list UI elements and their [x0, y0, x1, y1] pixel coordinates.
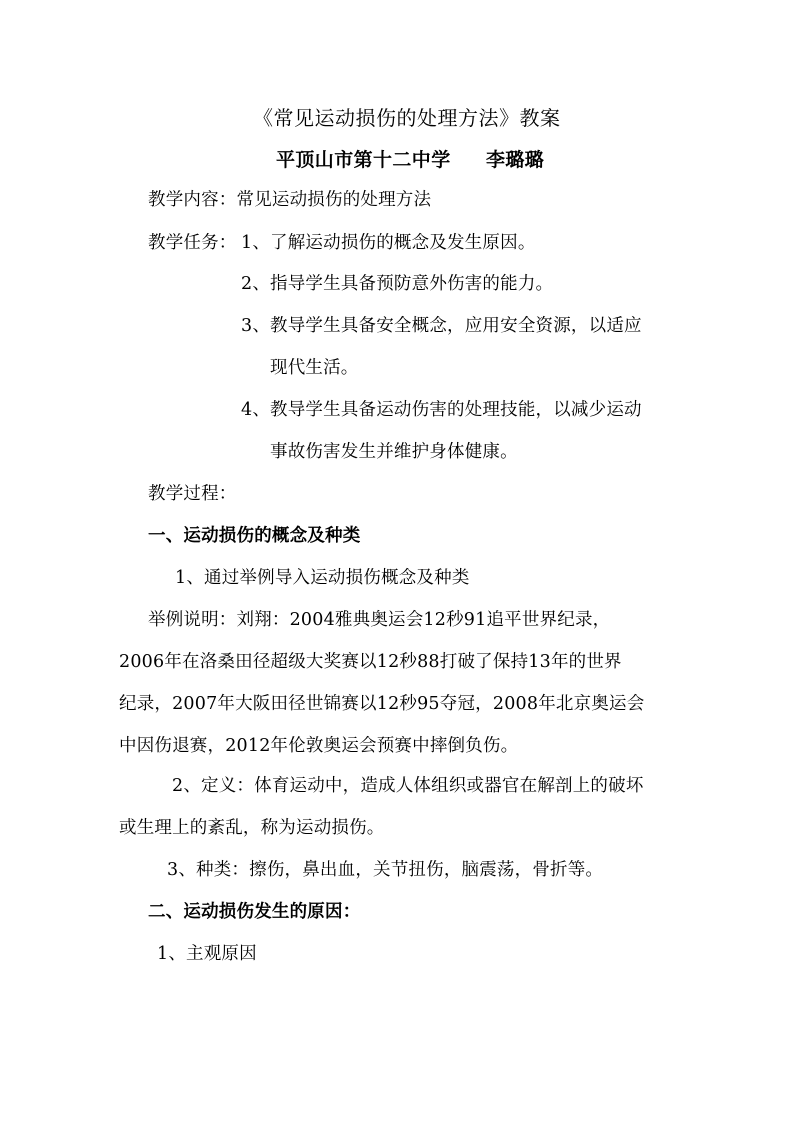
- section1-heading: 一、运动损伤的概念及种类: [148, 526, 361, 546]
- teaching-process-label: 教学过程：: [148, 484, 237, 504]
- injury-types: 3、种类：擦伤，鼻出血，关节扭伤，脑震荡，骨折等。: [167, 860, 604, 880]
- task-item-4: 4、教导学生具备运动伤害的处理技能，以减少运动: [241, 400, 642, 420]
- section2-heading: 二、运动损伤发生的原因：: [148, 902, 361, 922]
- document-title: 《常见运动损伤的处理方法》教案: [253, 106, 561, 130]
- task-item-3: 3、教导学生具备安全概念，应用安全资源，以适应: [241, 316, 642, 336]
- task-item-1: 1、了解运动损伤的概念及发生原因。: [241, 233, 536, 253]
- example-line-1: 举例说明：刘翔：2004雅典奥运会12秒91追平世界纪录，: [148, 610, 611, 630]
- definition-line-2: 或生理上的紊乱，称为运动损伤。: [119, 818, 385, 838]
- example-line-2: 2006年在洛桑田径超级大奖赛以12秒88打破了保持13年的世界: [119, 652, 622, 672]
- section2-sub1: 1、主观原因: [157, 944, 257, 964]
- example-line-3: 纪录，2007年大阪田径世锦赛以12秒95夺冠，2008年北京奥运会: [119, 694, 645, 714]
- teaching-content: 教学内容：常见运动损伤的处理方法: [148, 190, 432, 210]
- task-item-2: 2、指导学生具备预防意外伤害的能力。: [241, 274, 554, 294]
- example-line-4: 中因伤退赛，2012年伦敦奥运会预赛中摔倒负伤。: [119, 736, 519, 756]
- definition-line-1: 2、定义：体育运动中，造成人体组织或器官在解剖上的破坏: [172, 776, 644, 796]
- section1-sub1: 1、通过举例导入运动损伤概念及种类: [175, 568, 470, 588]
- author-name: 李璐璐: [486, 149, 545, 171]
- author-school: 平顶山市第十二中学: [276, 149, 451, 171]
- task-item-4-continued: 事故伤害发生并维护身体健康。: [270, 442, 518, 462]
- teaching-tasks-label: 教学任务：: [148, 233, 237, 253]
- task-item-3-continued: 现代生活。: [270, 358, 359, 378]
